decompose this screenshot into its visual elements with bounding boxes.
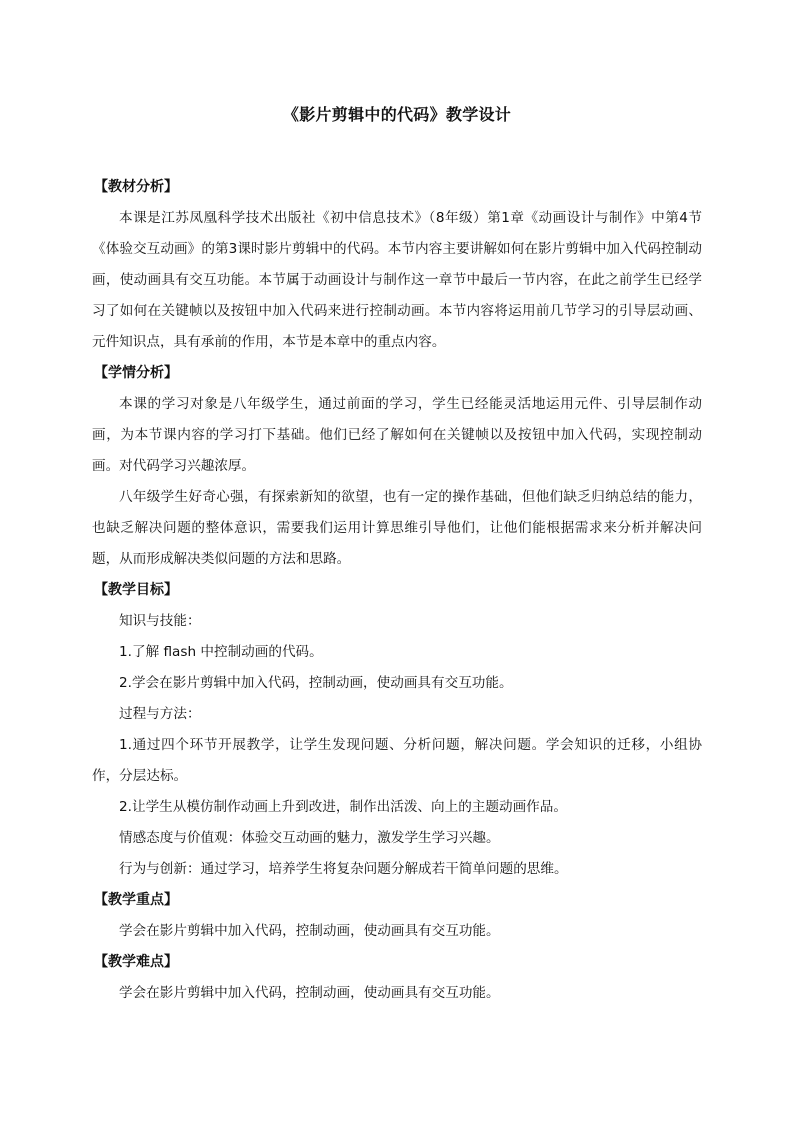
goal-behavior: 行为与创新：通过学习，培养学生将复杂问题分解成若干简单问题的思维。 [119,861,568,877]
document-title: 《影片剪辑中的代码》教学设计 [282,105,512,124]
goal-process-label: 过程与方法： [119,706,201,722]
difficulty-text: 学会在影片剪辑中加入代码，控制动画，使动画具有交互功能。 [119,985,500,1001]
goal-knowledge-item-1: 1.了解 flash 中控制动画的代码。 [119,644,323,660]
document-body [92,172,702,1009]
section-heading-difficulty: 【教学难点】 [94,954,178,970]
section-heading-teaching-goals: 【教学目标】 [94,582,178,598]
goal-process-item-1: 1.通过四个环节开展教学，让学生发现问题、分析问题，解决问题。学会知识的迁移，小组协作，分层达标。 [92,737,702,784]
goal-process-item-2: 2.让学生从模仿制作动画上升到改进，制作出活泼、向上的主题动画作品。 [119,799,567,815]
section-heading-key-point: 【教学重点】 [94,892,178,908]
key-point-text: 学会在影片剪辑中加入代码，控制动画，使动画具有交互功能。 [119,923,500,939]
goal-knowledge-label: 知识与技能： [119,613,201,629]
textbook-analysis-paragraph: 本课是江苏凤凰科学技术出版社《初中信息技术》（8年级）第1章《动画设计与制作》中第4节《体验交互动画》的第3课时影片剪辑中的代码。本节内容主要讲解如何在影片剪辑中加入代码控制动画，使动画具有交互功能。本节属于动画设计与制作这一章节中最后一节内容，在此之前学生已经学习了如何在关键帧以及按钮中加入代码来进行控制动画。本节内容将运用前几节学习的引导层动画、元件知识点，具有承前的作用，本节是本章中的重点内容。 [92,210,702,350]
section-heading-student-analysis: 【学情分析】 [94,365,178,381]
section-heading-textbook-analysis: 【教材分析】 [94,179,178,195]
student-analysis-paragraph-2: 八年级学生好奇心强，有探索新知的欲望，也有一定的操作基础，但他们缺乏归纳总结的能力，也缺乏解决问题的整体意识，需要我们运用计算思维引导他们，让他们能根据需求来分析并解决问题，从而形成解决类似问题的方法和思路。 [92,489,702,567]
student-analysis-paragraph-1: 本课的学习对象是八年级学生，通过前面的学习，学生已经能灵活地运用元件、引导层制作动画，为本节课内容的学习打下基础。他们已经了解如何在关键帧以及按钮中加入代码，实现控制动画。对代码学习兴趣浓厚。 [92,396,702,474]
goal-emotion: 情感态度与价值观：体验交互动画的魅力，激发学生学习兴趣。 [119,830,500,846]
goal-knowledge-item-2: 2.学会在影片剪辑中加入代码，控制动画，使动画具有交互功能。 [119,675,513,691]
